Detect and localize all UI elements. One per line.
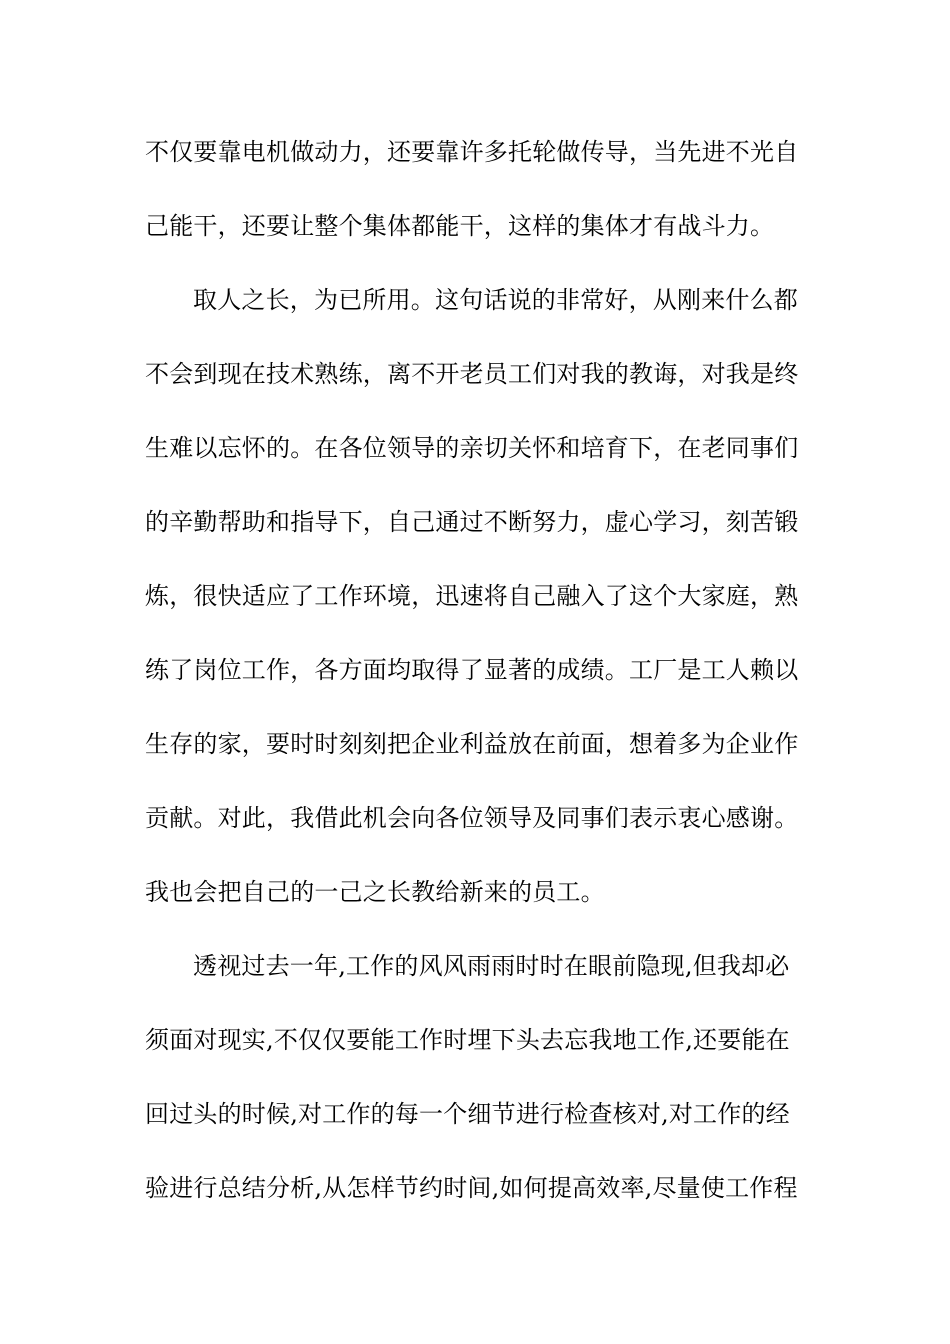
text-line-6: 的辛勤帮助和指导下，自己通过不断努力，虚心学习，刻苦锻 <box>145 508 799 536</box>
text-line-7: 炼，很快适应了工作环境，迅速将自己融入了这个大家庭，熟 <box>145 582 799 610</box>
text-line-15: 验进行总结分析,从怎样节约时间,如何提高效率,尽量使工作程 <box>145 1174 798 1202</box>
text-line-9: 生存的家，要时时刻刻把企业利益放在前面，想着多为企业作 <box>145 730 799 758</box>
text-line-13: 须面对现实,不仅仅要能工作时埋下头去忘我地工作,还要能在 <box>145 1026 790 1054</box>
text-line-14: 回过头的时候,对工作的每一个细节进行检查核对,对工作的经 <box>145 1100 790 1128</box>
text-line-10: 贡献。对此，我借此机会向各位领导及同事们表示衷心感谢。 <box>145 804 799 832</box>
paragraph-start-line: 透视过去一年,工作的风风雨雨时时在眼前隐现,但我却必 <box>193 952 790 980</box>
text-line-5: 生难以忘怀的。在各位领导的亲切关怀和培育下，在老同事们 <box>145 434 799 462</box>
text-line-2: 己能干，还要让整个集体都能干，这样的集体才有战斗力。 <box>145 212 775 240</box>
text-line-8: 练了岗位工作，各方面均取得了显著的成绩。工厂是工人赖以 <box>145 656 799 684</box>
text-line-1: 不仅要靠电机做动力，还要靠许多托轮做传导，当先进不光自 <box>145 138 799 166</box>
paragraph-start-line: 取人之长，为已所用。这句话说的非常好，从刚来什么都 <box>193 286 798 314</box>
text-line-11: 我也会把自己的一己之长教给新来的员工。 <box>145 878 605 906</box>
text-line-4: 不会到现在技术熟练，离不开老员工们对我的教诲，对我是终 <box>145 360 799 388</box>
